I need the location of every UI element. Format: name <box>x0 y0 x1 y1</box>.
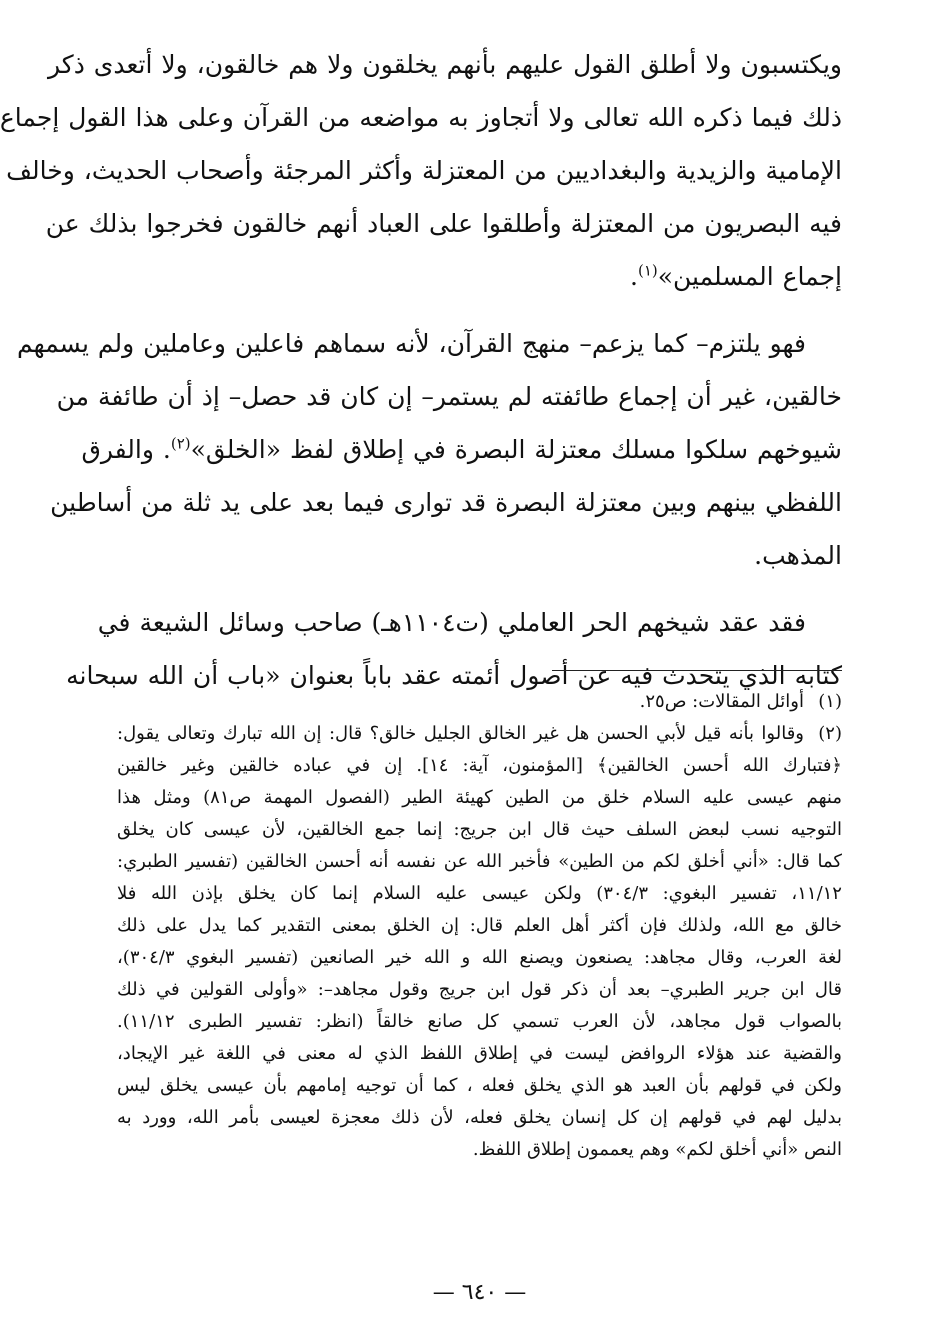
footnote-line: لغة العرب، وقال مجاهد: يصنعون ويصنع الله و الله خير الصانعين (تفسير البغوي ٣٠٤/٣)، <box>117 947 842 968</box>
text-line: الإمامية والزيدية والبغداديين من المعتزلة وأكثر المرجئة وأصحاب الحديث، وخالف <box>6 156 842 185</box>
footnote-number: (٢) <box>818 723 842 744</box>
footnote-line: ١١/١٢، تفسير البغوي: ٣٠٤/٣) ولكن عيسى عليه السلام إنما كان يخلق بإذن الله فلا <box>117 883 842 904</box>
text-fragment: شيوخهم سلكوا مسلك معتزلة البصرة في إطلاق لفظ «الخلق» <box>190 435 842 464</box>
footnote-line: النص «أني أخلق لكم» وهم يعممون إطلاق اللفظ. <box>472 1139 842 1160</box>
footnote-1 <box>117 686 842 718</box>
text-line: كتابه الذي يتحدث فيه عن أصول أئمته عقد باباً بعنوان «باب أن الله سبحانه <box>66 661 842 690</box>
footnote-2 <box>117 718 842 1166</box>
footnote-line: أوائل المقالات: ص٢٥. <box>639 691 804 712</box>
text-line: فيه البصريون من المعتزلة وأطلقوا على العباد أنهم خالقون فخرجوا بذلك عن <box>45 209 842 238</box>
text-line <box>117 250 842 303</box>
text-fragment: إجماع المسلمين» <box>657 262 842 291</box>
footnote-line: ﴿فتبارك الله أحسن الخالقين﴾ [المؤمنون، آية: ١٤]. إن في عباده خالقين وغير خالقين <box>117 755 842 776</box>
footnote-line: خالق مع الله، ولذلك فإن أكثر أهل العلم قال: إن الخلق بمعنى التقدير كما يدل على ذلك <box>117 915 842 936</box>
footnote-line: وقالوا بأنه قيل لأبي الحسن هل غير الخالق الجليل خالق؟ قال: إن الله تبارك وتعالى يقول: <box>117 723 804 744</box>
text-line: ذلك فيما ذكره الله تعالى ولا أتجاوز به مواضعه من القرآن وعلى هذا القول إجماع <box>0 103 842 132</box>
footnote-ref-2[interactable]: (٢) <box>170 434 191 453</box>
text-fragment: . <box>630 262 638 291</box>
footnote-text <box>117 718 843 1166</box>
footnote-line: بدليل لهم في قولهم إن كل إنسان يخلق فعله، لأن ذلك معجزة لعيسى بأمر الله، وورد به <box>117 1107 842 1128</box>
footnote-line: ولكن في قولهم بأن العبد هو الذي يخلق فعله ، كما أن توجيه إمامهم بأن عيسى يخلق ليس <box>117 1075 842 1096</box>
text-line: ويكتسبون ولا أطلق القول عليهم بأنهم يخلقون ولا هم خالقون، ولا أتعدى ذكر <box>48 50 842 79</box>
main-text <box>0 38 842 702</box>
text-line: فهو يلتزم– كما يزعم– منهج القرآن، لأنه سماهم فاعلين وعاملين ولم يسمهم <box>17 329 806 358</box>
footnote-number: (١) <box>818 691 842 712</box>
paragraph-2 <box>17 317 842 582</box>
paragraph-1 <box>0 38 842 303</box>
footnote-separator <box>552 670 842 671</box>
text-line: خالقين، غير أن إجماع طائفته لم يستمر– إن كان قد حصل– إذ أن طائفة من <box>56 382 842 411</box>
footnote-line: منهم عيسى عليه السلام خلق من الطين كهيئة الطير (الفصول المهمة ص٨١) ومثل هذا <box>117 787 843 808</box>
footnote-line: قال ابن جرير الطبري– بعد أن ذكر قول ابن جريج وقول مجاهد–: «وأولى القولين في ذلك <box>117 979 842 1000</box>
document-page <box>0 38 843 1318</box>
footnotes <box>117 686 842 1166</box>
footnote-ref-1[interactable]: (١) <box>637 261 658 280</box>
text-line: فقد عقد شيخهم الحر العاملي (ت١١٠٤هـ) صاحب وسائل الشيعة في <box>97 608 806 637</box>
footnote-line: التوجيه نسب لبعض السلف حيث قال ابن جريج: إنما جمع الخالقين، لأن عيسى كان يخلق <box>117 819 842 840</box>
page-number: — ٦٤٠ — <box>432 1280 527 1305</box>
footnote-line: بالصواب قول مجاهد، لأن العرب تسمي كل صانع خالقاً (انظر: تفسير الطبرى ١١/١٢). <box>117 1011 842 1032</box>
text-line <box>81 423 842 476</box>
footnote-line: كما قال: «أني أخلق لكم من الطين» فأخبر الله عن نفسه أنه أحسن الخالقين (تفسير الطبري: <box>117 851 842 872</box>
text-fragment: . والفرق <box>81 435 171 464</box>
footnote-text <box>117 686 804 718</box>
text-line: المذهب. <box>754 541 842 570</box>
footnote-line: والقضية عند هؤلاء الروافض ليست في إطلاق اللفظ الذي له معنى في اللغة غير الإيجاد، <box>117 1043 842 1064</box>
text-line: اللفظي بينهم وبين معتزلة البصرة قد توارى فيما بعد على يد ثلة من أساطين <box>50 488 842 517</box>
